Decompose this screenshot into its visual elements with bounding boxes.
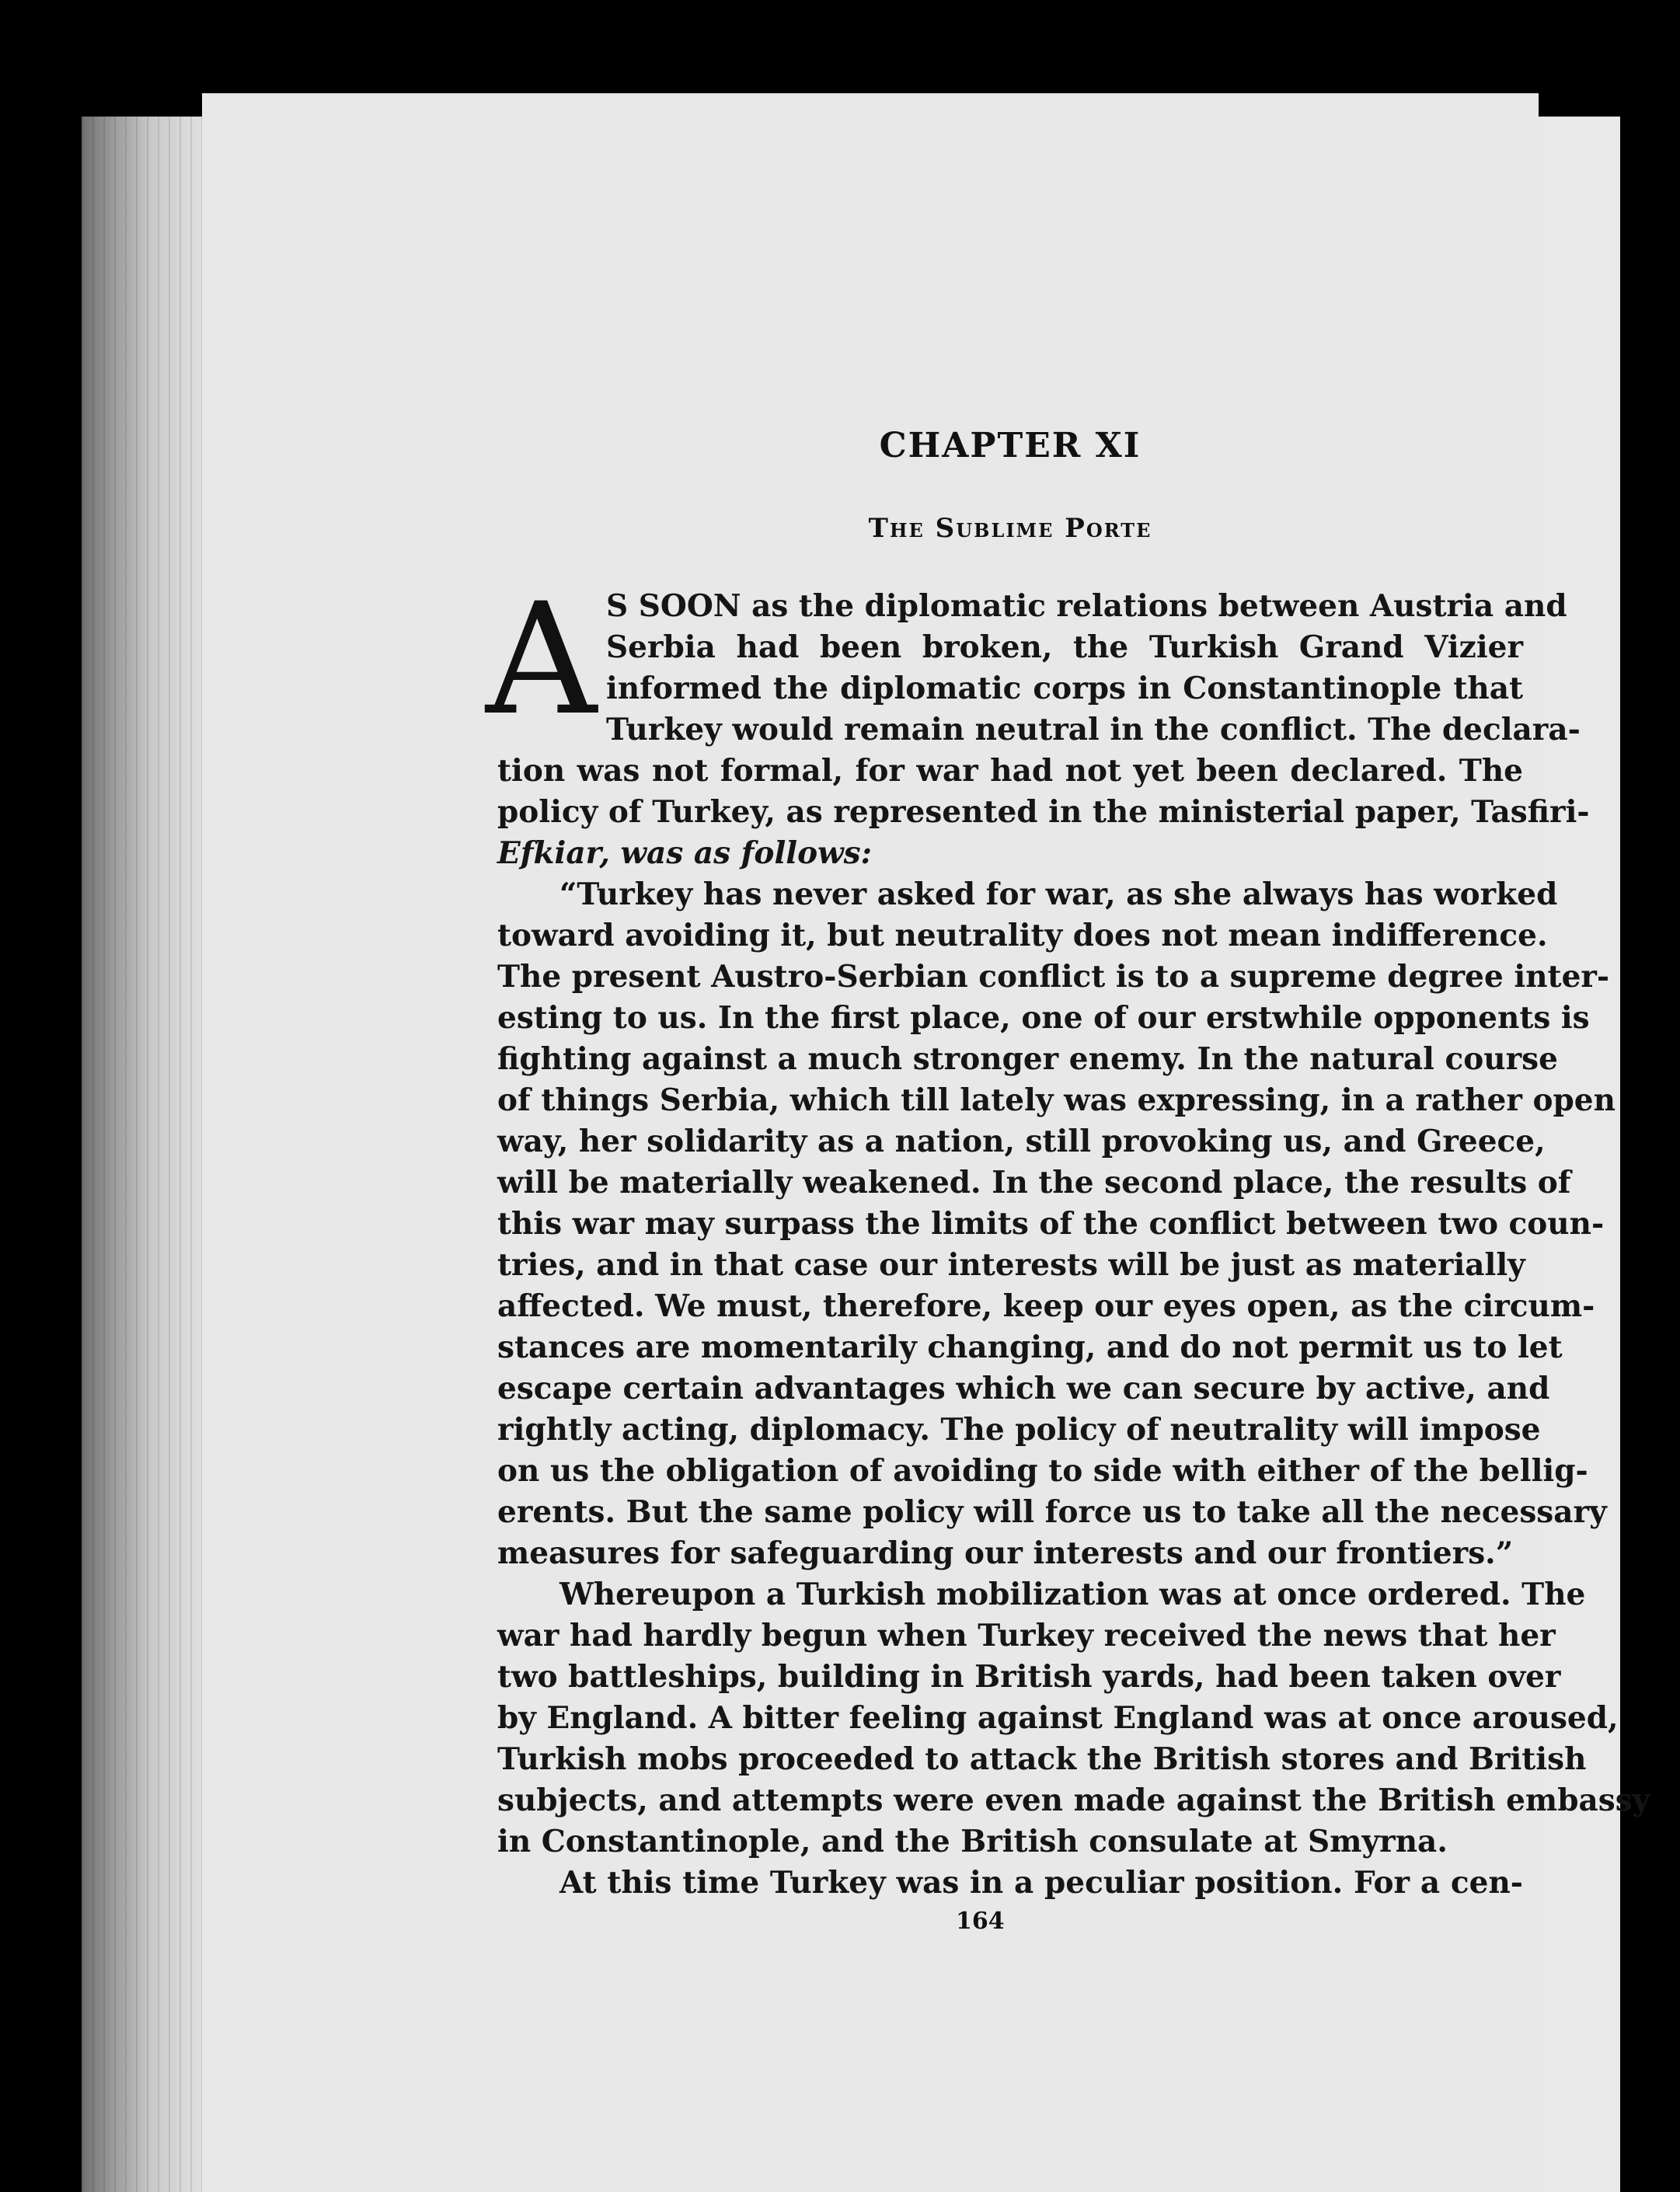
text-line: informed the diplomatic corps in Constantinople that xyxy=(606,671,1523,706)
text-line: Turkish mobs proceeded to attack the British stores and British xyxy=(497,1741,1587,1777)
text-line: war had hardly begun when Turkey received the news that her xyxy=(497,1618,1556,1654)
text-line: tries, and in that case our interests will be just as materially xyxy=(497,1247,1525,1283)
text-line: measures for safeguarding our interests and our frontiers.” xyxy=(497,1535,1514,1571)
text-line: toward avoiding it, but neutrality does not mean indifference. xyxy=(497,918,1548,953)
text-line: erents. But the same policy will force us to take all the necessary xyxy=(497,1494,1607,1530)
text-line: affected. We must, therefore, keep our eyes open, as the circum- xyxy=(497,1288,1595,1324)
text-line: S SOON as the diplomatic relations between Austria and xyxy=(606,588,1567,624)
text-line: way, her solidarity as a nation, still provoking us, and Greece, xyxy=(497,1124,1546,1159)
text-line: on us the obligation of avoiding to side with either of the bellig- xyxy=(497,1453,1588,1489)
text-line: of things Serbia, which till lately was expressing, in a rather open xyxy=(497,1082,1616,1118)
text-line: stances are momentarily changing, and do not permit us to let xyxy=(497,1329,1563,1365)
text-line: fighting against a much stronger enemy. In the natural course xyxy=(497,1041,1558,1077)
text-line: Serbia had been broken, the Turkish Grand Vizier xyxy=(606,629,1523,665)
text-line: will be materially weakened. In the second place, the results of xyxy=(497,1165,1571,1201)
drop-cap: A xyxy=(486,570,597,749)
text-line: in Constantinople, and the British consulate at Smyrna. xyxy=(497,1824,1448,1859)
text-line: policy of Turkey, as represented in the ministerial paper, Tasfiri- xyxy=(497,794,1590,830)
text-line: “Turkey has never asked for war, as she always has worked xyxy=(559,876,1558,912)
chapter-heading: CHAPTER XI xyxy=(879,426,1141,465)
text-line: The present Austro-Serbian conflict is to a supreme degree inter- xyxy=(497,959,1610,995)
chapter-subtitle: The Sublime Porte xyxy=(868,513,1152,544)
page-number: 164 xyxy=(956,1908,1005,1935)
text-line: tion was not formal, for war had not yet been declared. The xyxy=(497,753,1523,789)
text-line: Efkiar, was as follows: xyxy=(497,835,873,871)
text-line: escape certain advantages which we can secure by active, and xyxy=(497,1371,1550,1406)
text-line: At this time Turkey was in a peculiar position. For a cen- xyxy=(559,1865,1523,1901)
page-edges xyxy=(82,117,214,2192)
text-line: this war may surpass the limits of the conflict between two coun- xyxy=(497,1206,1605,1242)
text-line: esting to us. In the first place, one of our erstwhile opponents is xyxy=(497,1000,1590,1036)
text-line: by England. A bitter feeling against England was at once aroused, xyxy=(497,1700,1619,1736)
text-line: two battleships, building in British yards, had been taken over xyxy=(497,1659,1561,1695)
text-line: Turkey would remain neutral in the conflict. The declara- xyxy=(606,712,1581,748)
text-line: subjects, and attempts were even made against the British embassy xyxy=(497,1783,1650,1818)
text-line: Whereupon a Turkish mobilization was at once ordered. The xyxy=(559,1577,1586,1612)
text-line: rightly acting, diplomacy. The policy of neutrality will impose xyxy=(497,1412,1541,1448)
